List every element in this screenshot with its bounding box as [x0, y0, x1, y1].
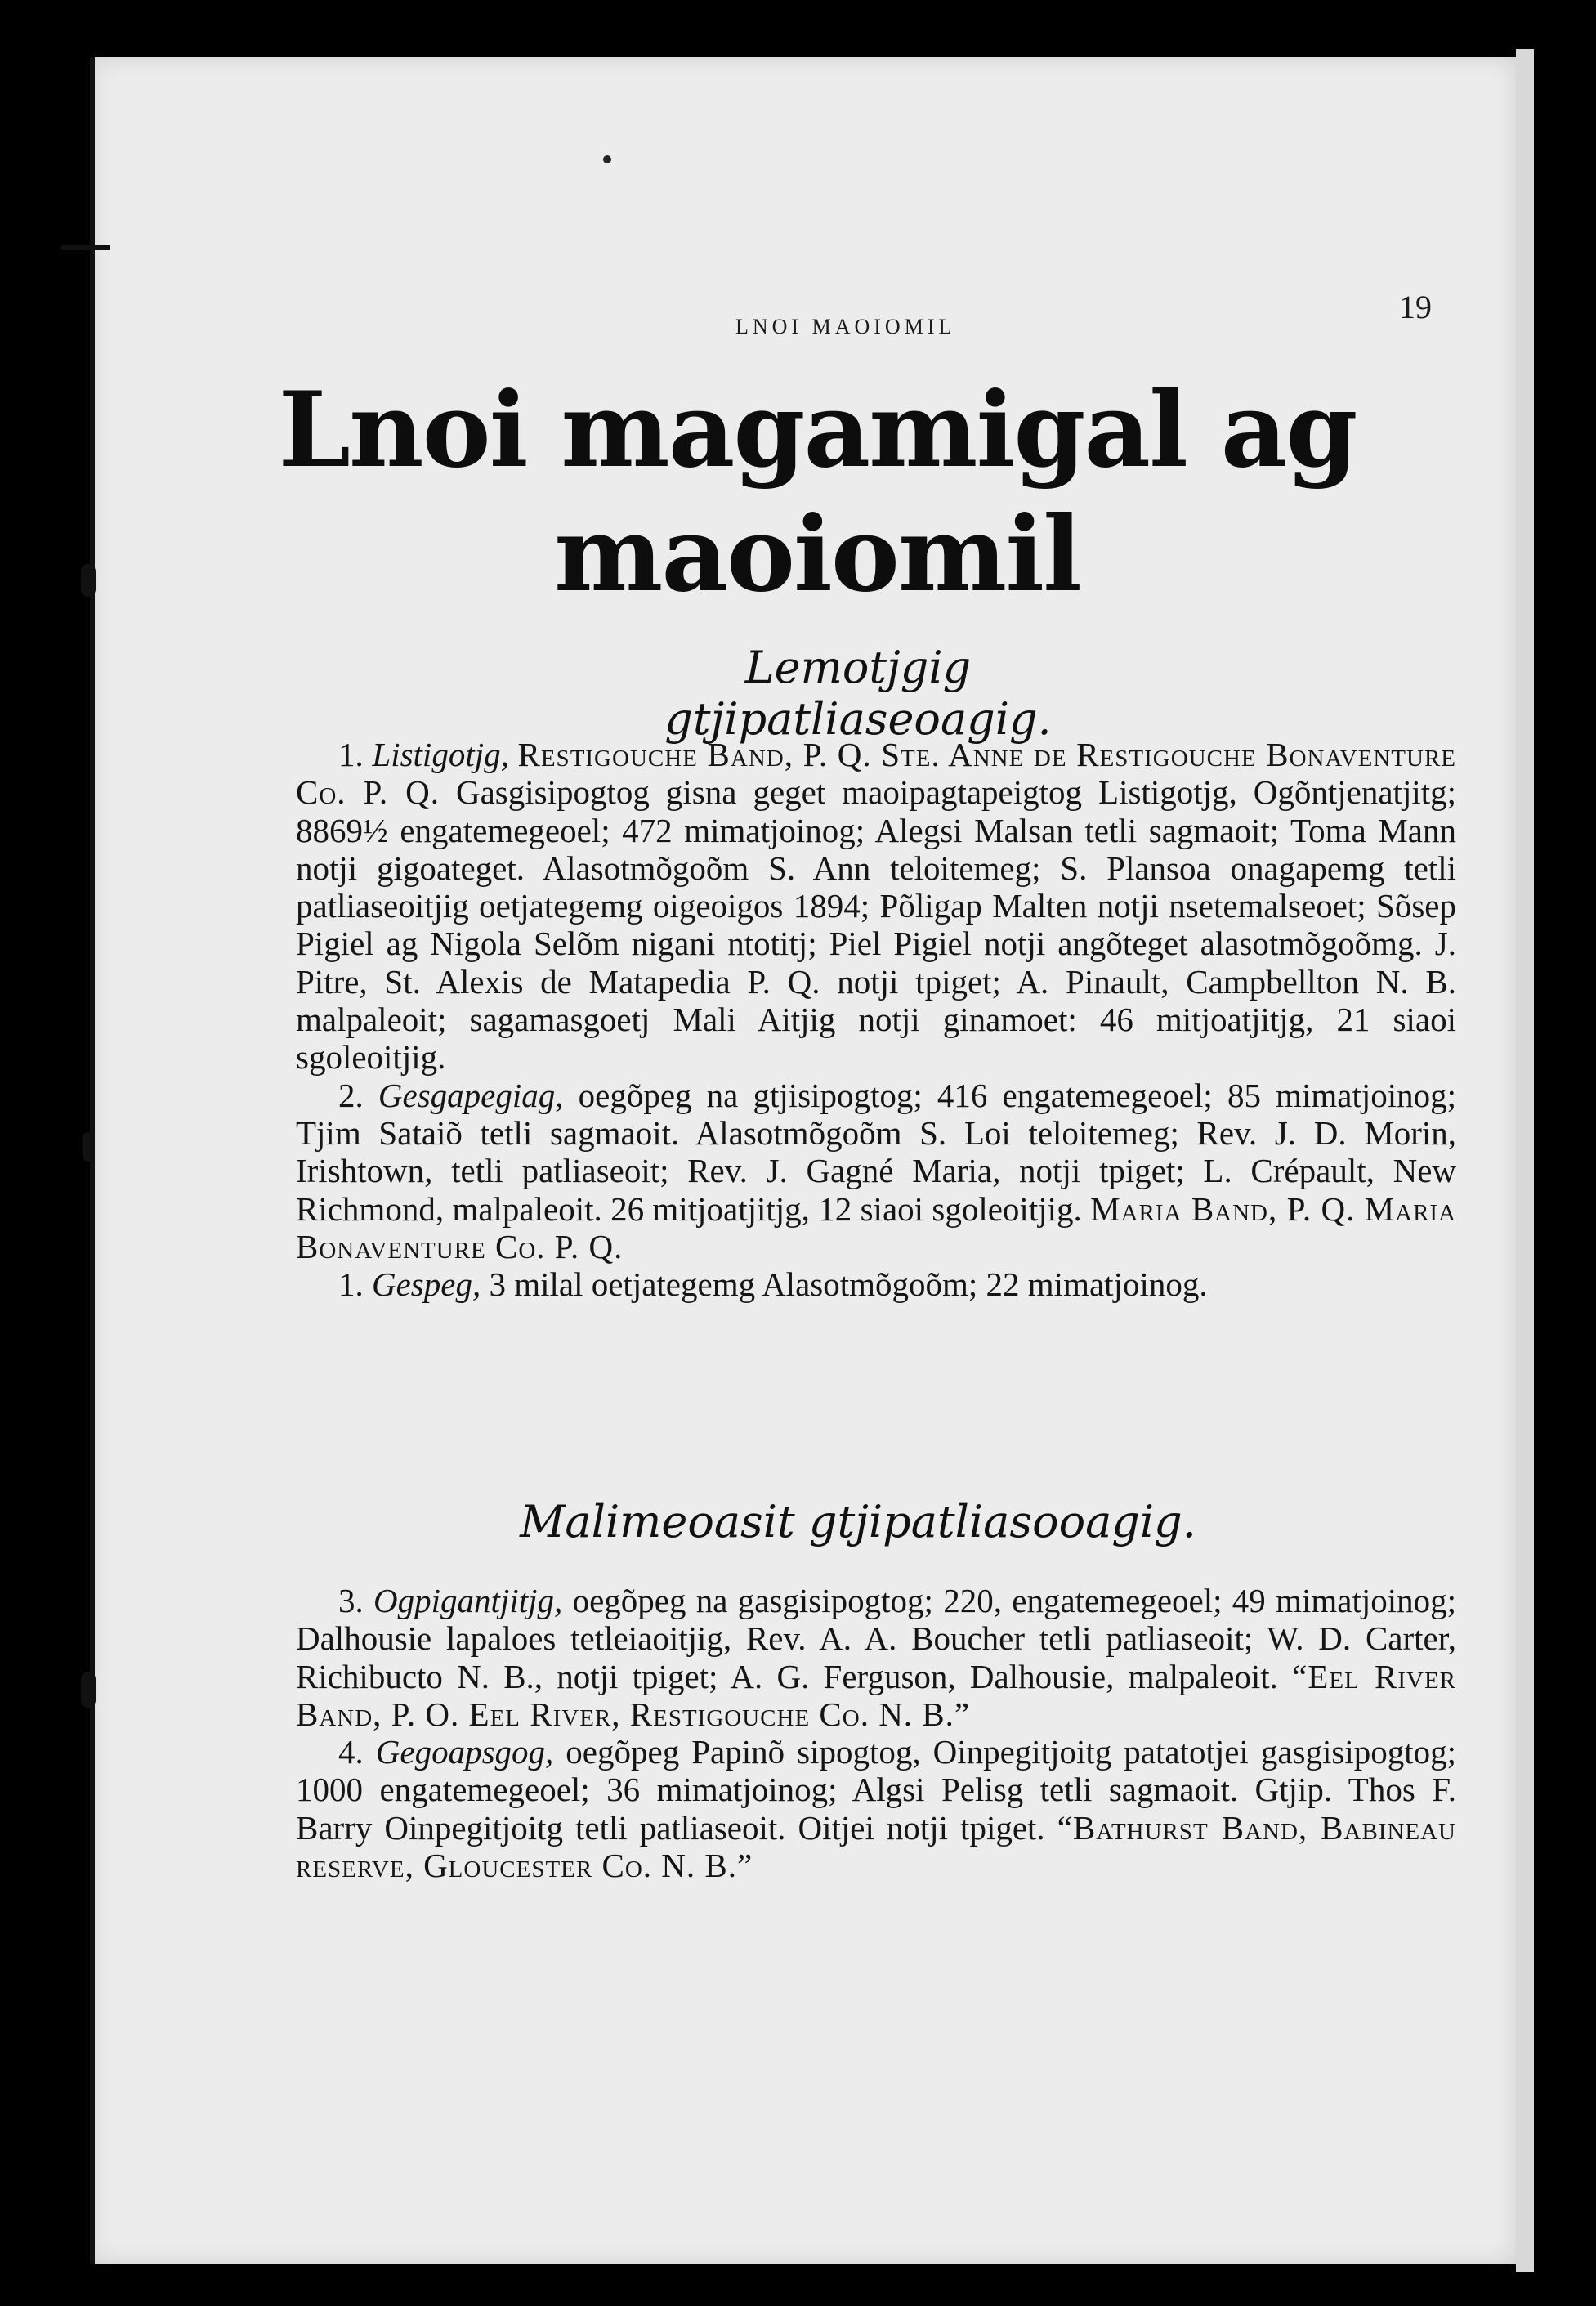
entry-text: oegõpeg na gasgisipogtog; 220, engatemegeoel; 49 mimatjoinog; Dalhousie lapaloes tetleiaoitjig, Rev. A. A. Boucher tetli patliaseoit; W. D. Carter, Richibucto N. B., notji tpiget; A. G. Ferguson, Dalhousie, malpaleoit.: [296, 1582, 1457, 1695]
entry-text: oegõpeg na gtjisipogtog; 416 engatemegeoel; 85 mimatjoinog; Tjim Sataiõ tetli sagmaoit. Alasotmõgoõm S. Loi teloitemeg; Rev. J. D. Morin, Irishtown, tetli patliaseoit; Rev. J. Gagné Maria, notji tpiget; L. Crépault, New Richmond, malpaleoit. 26 mitjoatjitjg, 12 siaoi sgoleoitjig.: [296, 1076, 1457, 1228]
entry-1: [296, 736, 1456, 1077]
text-block-first: [296, 736, 1456, 1303]
entry-text: oegõpeg Papinõ sipogtog, Oinpegitjoitg patatotjei gasgisipogtog; 1000 engatemegeoel; 36 mimatjoinog; Algsi Pelisg tetli sagmaoit. Gtjip. Thos F. Barry Oinpegitjoitg tetli patliaseoit. Oitjei notji tpiget.: [296, 1733, 1457, 1847]
entry-text: 3 milal oetjategemg Alasotmõgoõm; 22 mimatjoinog.: [489, 1265, 1208, 1304]
ink-dot: [603, 155, 611, 163]
entry-place: Ogpigantjitjg,: [373, 1582, 563, 1619]
entry-place: Listigotjg,: [372, 736, 509, 773]
entry-4: [296, 1582, 1456, 1733]
title-line-1: Lnoi magamigal ag: [278, 369, 1357, 490]
entry-3: [296, 1265, 1456, 1303]
entry-number: 1.: [338, 1265, 364, 1304]
entry-place: Gesgapegiag,: [378, 1076, 564, 1114]
page-number: 19: [1399, 289, 1432, 325]
entry-place: Gespeg,: [372, 1265, 481, 1304]
entry-number: 1.: [338, 736, 364, 773]
entry-band: Maria Band, P. Q. Maria Bonaventure Co. P. Q.: [296, 1189, 1457, 1265]
section-heading-first: Lemotjgig gtjipatliaseoagig.: [664, 642, 1052, 745]
entry-5: [296, 1733, 1456, 1884]
entry-text: Gasgisipogtog gisna geget maoipagtapeigtog Listigotjg, Ogõntjenatjitg; 8869½ engatemegeoel; 472 mimatjoinog; Alegsi Malsan tetli sagmaoit; Toma Mann notji gigoateget. Alasotmõgoõm S. Ann teloitemeg; S. Plansoa onagapemg tetli patliaseoitjig oetjategemg oigeoigos 1894; Põligap Malten notji nsetemalseoet; Sõsep Pigiel ag Nigola Selõm nigani ntotitj; Piel Pigiel notji angõteget alasotmõgoõmg. J. Pitre, St. Alexis de Matapedia P. Q. notji tpiget; A. Pinault, Campbellton N. B. malpaleoit; sagamasgoetj Mali Aitjig notji ginamoet: 46 mitjoatjitjg, 21 siaoi sgoleoitjig.: [296, 773, 1457, 1077]
entry-number: 4.: [338, 1733, 364, 1771]
page-edge: [1516, 49, 1534, 2272]
entry-2: [296, 1077, 1456, 1265]
entry-number: 2.: [338, 1076, 364, 1114]
entry-place: Gegoapsgog,: [375, 1733, 554, 1771]
entry-number: 3.: [338, 1582, 364, 1619]
entry-band: “Eel River Band, P. O. Eel River, Restigouche Co. N. B.”: [296, 1657, 1457, 1733]
section-heading-second: Malimeoasit gtjipatliasooagig.: [520, 1496, 1196, 1547]
entry-band: “Bathurst Band, Babineau reserve, Gloucester Co. N. B.”: [296, 1808, 1457, 1885]
page-title: [245, 368, 1389, 616]
entry-band: Restigouche Band, P. Q. Ste. Anne de Restigouche Bonaventure Co. P. Q.: [296, 736, 1456, 812]
text-block-second: [296, 1582, 1456, 1884]
running-head: LNOI MAOIOMIL: [735, 315, 956, 338]
title-line-2: maoiomil: [554, 494, 1080, 615]
